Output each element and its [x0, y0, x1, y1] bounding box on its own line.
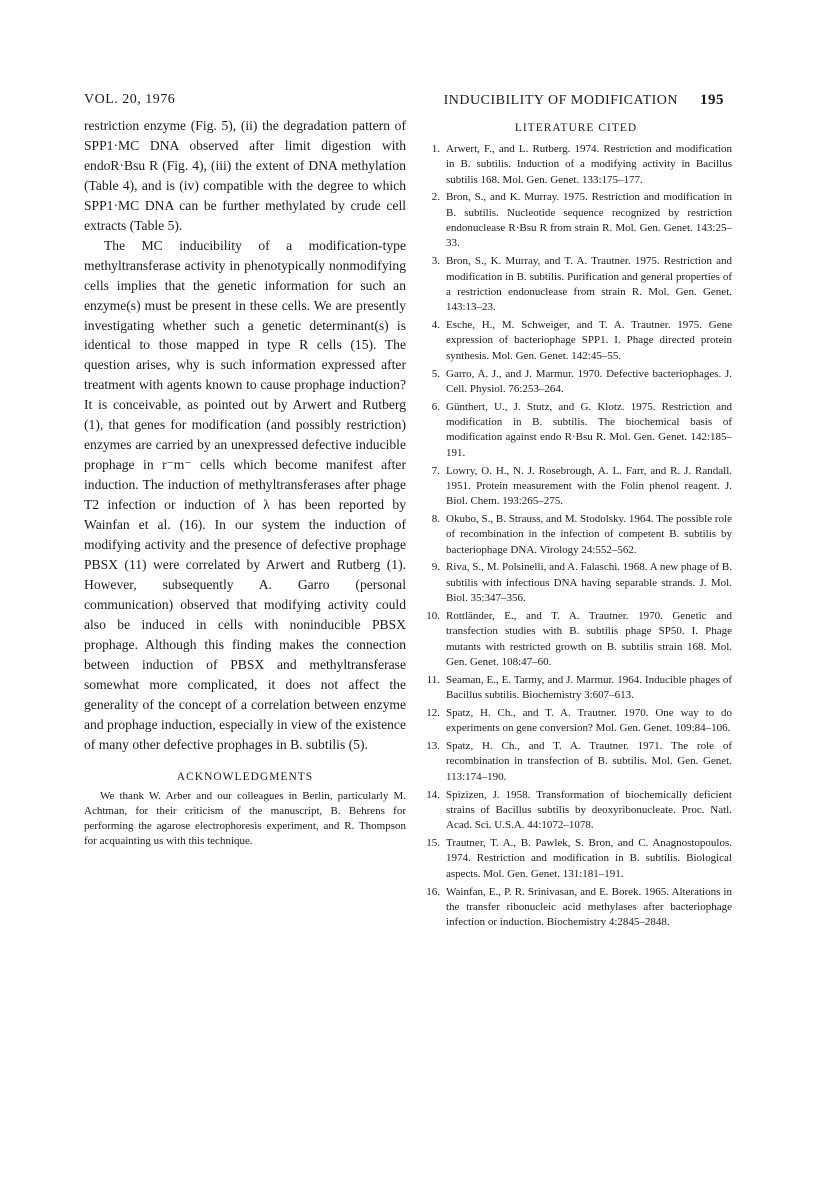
body-paragraph-2: The MC inducibility of a modification-type methyltransferase activity in phenotypically nonmodifying cells implies that the genetic information for such an enzyme(s) must be present in these cells. We are presently investigating whether such a genetic determinant(s) is identical to those mapped in type R cells (15). The question arises, why is such information expressed after treatment with agents known to cause prophage induction? It is conceivable, as pointed out by Arwert and Rutberg (1), that genes for modification (and possibly restriction) enzymes are carried by an unexpressed defective inducible prophage in r⁻m⁻ cells which become manifest after induction. The induction of methyltransferases after phage T2 infection or induction of λ has been reported by Wainfan et al. (16). In our system the induction of modifying activity and the presence of defective prophage PBSX (11) were correlated by Arwert and Rutberg (1). However, subsequently A. Garro (personal communication) observed that modifying activity could also be induced in cells with noninducible PBSX prophage. Although this finding makes the connection between induction of PBSX and methyltransferase somewhat more complicated, it does not affect the generality of the concept of a correlation between enzyme and prophage induction, especially in view of the existence of many other defective prophages in B. subtilis (5). [84, 237, 406, 752]
running-title-group [444, 92, 724, 109]
reference-text: Okubo, S., B. Strauss, and M. Stodolsky. 1964. The possible role of recombination in the infection of competent B. subtilis by bacteriophage DNA. Virology 24:552–562. [446, 512, 732, 556]
reference-item [420, 464, 732, 510]
acknowledgments-heading: ACKNOWLEDGMENTS [176, 770, 314, 783]
reference-number: 14. [426, 788, 440, 801]
reference-text: Bron, S., K. Murray, and T. A. Trautner. 1975. Restriction and modification in B. subtilis. Purification and general properties of a restriction endonuclease from strain R. Mol. Gen. Genet. 143:13–23. [446, 255, 732, 314]
reference-text: Rottländer, E., and T. A. Trautner. 1970. Genetic and transfection studies with B. subtilis phage SP50. I. Phage mutants with restricted growth on B. subtilis strain 168. Mol. Gen. Genet. 108:47–60. [446, 609, 732, 668]
reference-text: Lowry, O. H., N. J. Rosebrough, A. L. Farr, and R. J. Randall. 1951. Protein measurement with the Folin phenol reagent. J. Biol. Chem. 193:265–275. [446, 464, 732, 508]
reference-text: Spatz, H. Ch., and T. A. Trautner. 1971. The role of recombination in transfection of B. subtilis. Mol. Gen. Genet. 113:174–190. [446, 740, 732, 783]
reference-number: 13. [426, 740, 440, 753]
reference-text: Arwert, F., and L. Rutberg. 1974. Restriction and modification in B. subtilis. Induction of a modifying activity in Bacillus subtilis 168. Mol. Gen. Genet. 133:175–177. [446, 143, 732, 186]
reference-number: 16. [426, 885, 440, 898]
literature-heading: LITERATURE CITED [514, 122, 638, 134]
reference-item [420, 673, 732, 704]
reference-item [420, 609, 732, 670]
reference-item [420, 512, 732, 558]
reference-item [420, 739, 732, 785]
reference-item [420, 254, 732, 315]
reference-number: 15. [426, 837, 440, 850]
reference-text: Trautner, T. A., B. Pawlek, S. Bron, and C. Anagnostopoulos. 1974. Restriction and modification in B. subtilis. Biological aspects. Mol. Gen. Genet. 131:181–191. [446, 837, 732, 880]
reference-number: 7. [431, 464, 440, 477]
reference-item [420, 836, 732, 882]
running-title: INDUCIBILITY OF MODIFICATION [443, 93, 678, 108]
reference-number: 1. [431, 143, 440, 155]
reference-text: Seaman, E., E. Tarmy, and J. Marmur. 1964. Inducible phages of Bacillus subtilis. Biochemistry 3:607–613. [446, 673, 732, 702]
reference-number: 10. [426, 609, 440, 622]
page-number: 195 [700, 92, 724, 108]
reference-text: Bron, S., and K. Murray. 1975. Restriction and modification in B. subtilis. Nucleotide sequence recognized by restriction endonuclease R·Bsu R from strain R. Mol. Gen. Genet. 143:25–33. [446, 191, 732, 250]
reference-text: Wainfan, E., P. R. Srinivasan, and E. Borek. 1965. Alterations in the transfer ribonucleic acid methylases after bacteriophage infection or induction. Biochemistry 4:2845–2848. [446, 885, 732, 929]
reference-number: 8. [431, 512, 440, 525]
reference-item [420, 788, 732, 834]
acknowledgments-text: We thank W. Arber and our colleagues in Berlin, particularly M. Achtman, for their criticism of the manuscript, B. Behrens for performing the agarose electrophoresis experiment, and R. Thompson for acquainting us with this technique. [84, 789, 406, 848]
reference-item [420, 560, 732, 606]
reference-item [420, 367, 732, 398]
reference-number: 6. [431, 400, 440, 413]
reference-number: 3. [431, 255, 440, 268]
reference-text: Riva, S., M. Polsinelli, and A. Falaschi. 1968. A new phage of B. subtilis with infectious DNA having separable strands. J. Mol. Biol. 35:347–356. [446, 561, 732, 605]
volume-label: VOL. 20, 1976 [84, 92, 176, 107]
reference-number: 5. [431, 367, 440, 380]
reference-number: 11. [426, 673, 440, 686]
reference-number: 2. [431, 191, 440, 204]
reference-item [420, 318, 732, 364]
reference-text: Günthert, U., J. Stutz, and G. Klotz. 1975. Restriction and modification in B. subtilis. The biochemical basis of modification against endo R·Bsu R. Mol. Gen. Genet. 142:185–191. [446, 400, 732, 459]
reference-text: Spizizen, J. 1958. Transformation of biochemically deficient strains of Bacillus subtilis by deoxyribonucleate. Proc. Natl. Acad. Sci. U.S.A. 44:1072–1078. [446, 788, 732, 832]
reference-list [420, 142, 732, 930]
reference-item [420, 190, 732, 251]
left-column [84, 116, 406, 850]
reference-text: Garro, A. J., and J. Marmur. 1970. Defective bacteriophages. J. Cell. Physiol. 76:253–264. [446, 367, 732, 395]
reference-item [420, 706, 732, 737]
reference-item [420, 885, 732, 931]
reference-number: 12. [426, 706, 440, 719]
reference-number: 4. [431, 319, 440, 332]
reference-text: Esche, H., M. Schweiger, and T. A. Trautner. 1975. Gene expression of bacteriophage SPP1. I. Phage directed protein synthesis. Mol. Gen. Genet. 142:45–55. [446, 319, 732, 362]
reference-item [420, 400, 732, 461]
right-column [420, 116, 732, 933]
body-paragraph-1: restriction enzyme (Fig. 5), (ii) the degradation pattern of SPP1·MC DNA observed after limit digestion with endoR·Bsu R (Fig. 4), (iii) the extent of DNA methylation (Table 4), and is (iv) compatible with the degree to which SPP1·MC DNA can be further methylated by crude cell extracts (Table 5). [84, 118, 406, 233]
reference-item [420, 142, 732, 188]
reference-number: 9. [431, 561, 440, 574]
running-header [84, 92, 724, 112]
reference-text: Spatz, H. Ch., and T. A. Trautner. 1970. One way to do experiments on gene conversion? Mol. Gen. Genet. 109:84–106. [446, 706, 732, 735]
